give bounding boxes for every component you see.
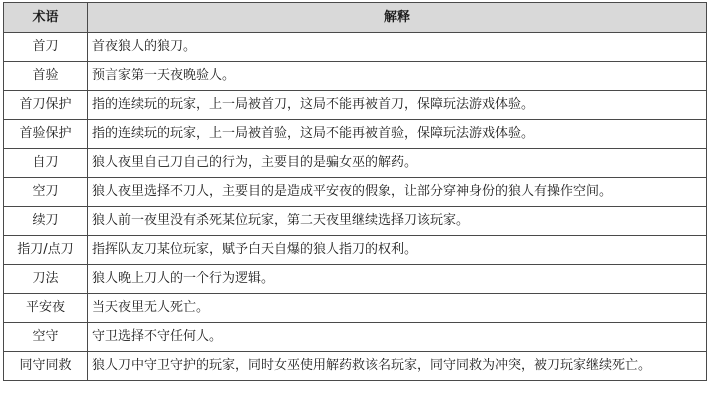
term-cell: 首验保护 <box>4 120 88 149</box>
definition-cell: 狼人前一夜里没有杀死某位玩家，第二天夜里继续选择刀该玩家。 <box>88 207 707 236</box>
term-cell: 续刀 <box>4 207 88 236</box>
table-row <box>4 120 707 149</box>
term-cell: 指刀/点刀 <box>4 236 88 265</box>
table-row <box>4 33 707 62</box>
table-body <box>4 33 707 381</box>
term-cell: 平安夜 <box>4 294 88 323</box>
table-row <box>4 294 707 323</box>
table-row <box>4 265 707 294</box>
definition-cell: 当天夜里无人死亡。 <box>88 294 707 323</box>
term-cell: 自刀 <box>4 149 88 178</box>
table-row <box>4 178 707 207</box>
definition-cell: 狼人刀中守卫守护的玩家，同时女巫使用解药救该名玩家，同守同救为冲突，被刀玩家继续死亡。 <box>88 352 707 381</box>
header-row <box>4 3 707 33</box>
term-cell: 首刀保护 <box>4 91 88 120</box>
definition-cell: 首夜狼人的狼刀。 <box>88 33 707 62</box>
term-cell: 同守同救 <box>4 352 88 381</box>
table-row <box>4 323 707 352</box>
definition-cell: 狼人夜里选择不刀人，主要目的是造成平安夜的假象，让部分穿神身份的狼人有操作空间。 <box>88 178 707 207</box>
table-header <box>4 3 707 33</box>
table-row <box>4 62 707 91</box>
glossary-table <box>3 2 707 381</box>
definition-cell: 预言家第一天夜晚验人。 <box>88 62 707 91</box>
definition-cell: 指挥队友刀某位玩家，赋予白天自爆的狼人指刀的权利。 <box>88 236 707 265</box>
definition-cell: 狼人夜里自己刀自己的行为，主要目的是骗女巫的解药。 <box>88 149 707 178</box>
definition-cell: 狼人晚上刀人的一个行为逻辑。 <box>88 265 707 294</box>
definition-cell: 指的连续玩的玩家，上一局被首刀，这局不能再被首刀，保障玩法游戏体验。 <box>88 91 707 120</box>
header-term: 术语 <box>4 3 88 33</box>
definition-cell: 指的连续玩的玩家，上一局被首验，这局不能再被首验，保障玩法游戏体验。 <box>88 120 707 149</box>
term-cell: 空刀 <box>4 178 88 207</box>
table-row <box>4 207 707 236</box>
table-row <box>4 352 707 381</box>
term-cell: 空守 <box>4 323 88 352</box>
term-cell: 首验 <box>4 62 88 91</box>
table-row <box>4 91 707 120</box>
header-definition: 解释 <box>88 3 707 33</box>
table-row <box>4 149 707 178</box>
term-cell: 首刀 <box>4 33 88 62</box>
table-row <box>4 236 707 265</box>
term-cell: 刀法 <box>4 265 88 294</box>
definition-cell: 守卫选择不守任何人。 <box>88 323 707 352</box>
